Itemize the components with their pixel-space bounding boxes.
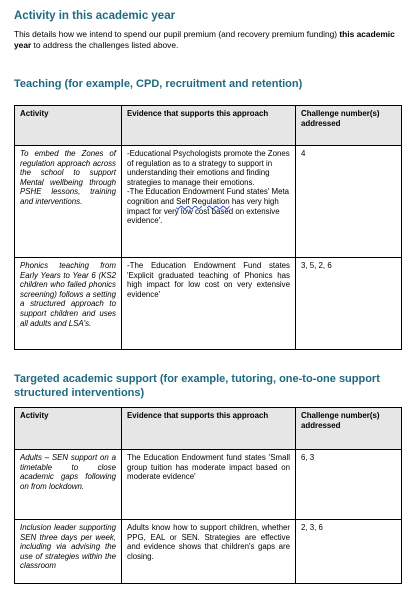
challenge-cell: 3, 5, 2, 6 <box>296 258 402 350</box>
evidence-text: -Educational Psychologists promote the Zones of regulation as to a strategy to support in understanding their emotions and finding strategies to manage their emotions. <box>127 149 290 187</box>
activity-cell: Inclusion leader supporting SEN three days per week, including via advising the use of strategies within the classroom <box>15 520 122 584</box>
column-header-evidence: Evidence that supports this approach <box>122 106 296 146</box>
table-row <box>15 520 402 584</box>
challenge-cell: 6, 3 <box>296 450 402 520</box>
evidence-text <box>127 187 290 225</box>
column-header-activity: Activity <box>15 106 122 146</box>
activity-cell: To embed the Zones of regulation approach across the school to support Mental wellbeing through PSHE lessons, training and interventions. <box>15 146 122 258</box>
evidence-cell: -The Education Endowment Fund states 'Explicit graduated teaching of Phonics has high impact for low cost on very extensive evidence' <box>122 258 296 350</box>
intro-text: This details how we intend to spend our pupil premium (and recovery premium funding) <box>14 29 340 39</box>
teaching-table <box>14 105 402 350</box>
challenge-cell: 4 <box>296 146 402 258</box>
column-header-evidence: Evidence that supports this approach <box>122 408 296 450</box>
page-heading: Activity in this academic year <box>14 10 176 22</box>
intro-bold-text: this academic year <box>14 29 395 50</box>
table-row <box>15 450 402 520</box>
table-row <box>15 146 402 258</box>
table-header-row <box>15 106 402 146</box>
spellcheck-flagged-text: Self Regulation <box>176 196 230 206</box>
table-header-row <box>15 408 402 450</box>
column-header-challenge: Challenge number(s) addressed <box>296 106 402 146</box>
intro-text-end: to address the challenges listed above. <box>31 40 179 50</box>
column-header-challenge: Challenge number(s) addressed <box>296 408 402 450</box>
activity-cell: Adults – SEN support on a timetable to close academic gaps following on from lockdown. <box>15 450 122 520</box>
evidence-text-part: has very high impact for very low cost based on extensive evidence'. <box>127 196 280 226</box>
evidence-cell <box>122 146 296 258</box>
evidence-text-part: -The Education Endowment Fund states' Meta cognition and <box>127 187 290 206</box>
intro-paragraph <box>14 29 404 51</box>
targeted-section-title: Targeted academic support (for example, tutoring, one-to-one support structured interventions) <box>14 373 380 399</box>
targeted-table <box>14 407 402 584</box>
teaching-section-title: Teaching (for example, CPD, recruitment and retention) <box>14 78 303 90</box>
column-header-activity: Activity <box>15 408 122 450</box>
evidence-cell: The Education Endowment fund states 'Small group tuition has moderate impact based on moderate evidence' <box>122 450 296 520</box>
activity-cell: Phonics teaching from Early Years to Year 6 (KS2 children who failed phonics screening) follows a setting a structured approach to support children and uses all adults and LSA's. <box>15 258 122 350</box>
challenge-cell: 2, 3, 6 <box>296 520 402 584</box>
table-row <box>15 258 402 350</box>
evidence-cell: Adults know how to support children, whether PPG, EAL or SEN. Strategies are effective and evidence shows that children's gaps are closing. <box>122 520 296 584</box>
